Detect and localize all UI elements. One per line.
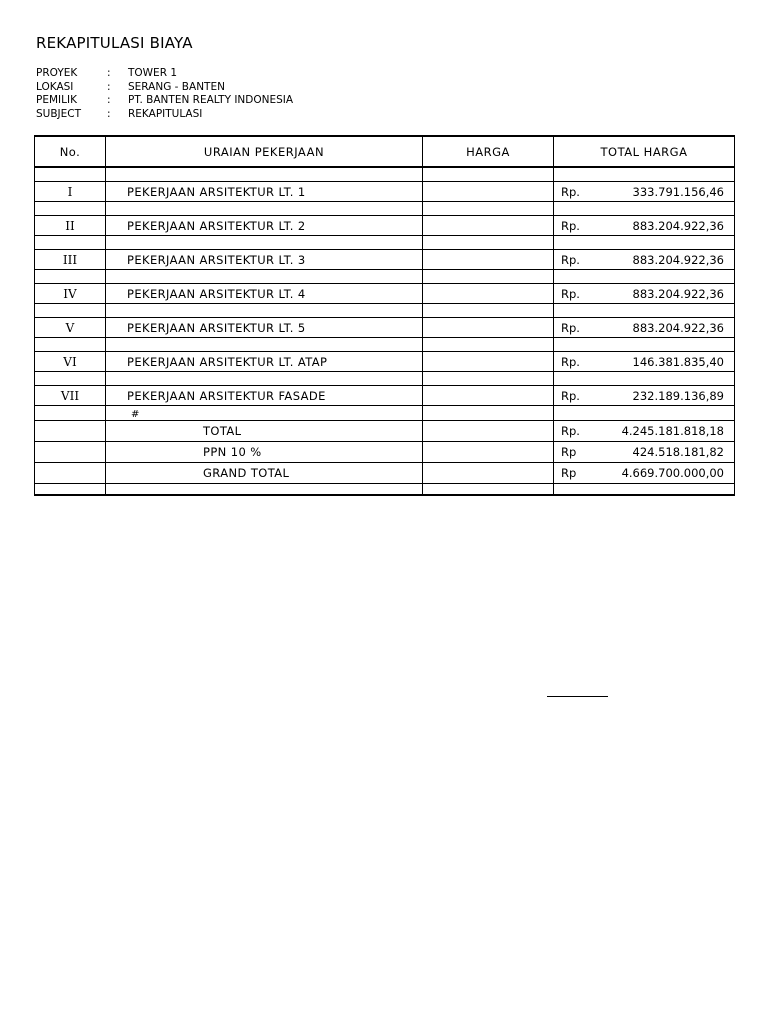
row-currency: Rp. — [561, 388, 580, 403]
meta-key: PEMILIK — [36, 94, 77, 106]
meta-key: SUBJECT — [36, 107, 82, 120]
signature-line — [547, 696, 608, 697]
summary-label: GRAND TOTAL — [106, 463, 423, 484]
row-currency: Rp. — [561, 252, 580, 267]
row-description: PEKERJAAN ARSITEKTUR LT. 5 — [106, 318, 423, 338]
row-amount: 883.204.922,36 — [632, 320, 724, 335]
row-amount: 883.204.922,36 — [632, 218, 724, 233]
row-amount: 232.189.136,89 — [632, 388, 724, 403]
header-harga: HARGA — [423, 136, 554, 167]
meta-row-proyek — [36, 67, 293, 81]
table-row — [35, 250, 735, 270]
row-description: PEKERJAAN ARSITEKTUR LT. 2 — [106, 216, 423, 236]
row-amount: 883.204.922,36 — [632, 252, 724, 267]
summary-amount: 4.245.181.818,18 — [621, 424, 724, 438]
row-number: I — [35, 182, 106, 202]
row-number: V — [35, 318, 106, 338]
row-harga — [423, 318, 554, 338]
row-number: II — [35, 216, 106, 236]
table-header-row — [35, 136, 735, 167]
summary-label: TOTAL — [106, 421, 423, 442]
spacer-row — [35, 304, 735, 318]
row-harga — [423, 250, 554, 270]
header-no: No. — [35, 136, 106, 167]
spacer-row — [35, 236, 735, 250]
summary-row-total — [35, 421, 735, 442]
hash-marker: # — [131, 409, 140, 420]
meta-separator: : — [107, 107, 111, 120]
summary-total — [554, 442, 735, 463]
row-number: IV — [35, 284, 106, 304]
meta-value: REKAPITULASI — [128, 107, 203, 120]
closing-row — [35, 484, 735, 496]
meta-separator: : — [107, 94, 111, 106]
spacer-row — [35, 202, 735, 216]
row-currency: Rp. — [561, 354, 580, 369]
row-total — [554, 182, 735, 202]
table-row — [35, 352, 735, 372]
row-description: PEKERJAAN ARSITEKTUR LT. 4 — [106, 284, 423, 304]
meta-value: PT. BANTEN REALTY INDONESIA — [128, 94, 294, 106]
summary-amount: 4.669.700.000,00 — [621, 466, 724, 480]
spacer-row — [35, 270, 735, 284]
meta-separator: : — [107, 67, 111, 79]
row-harga — [423, 284, 554, 304]
header-total-harga: TOTAL HARGA — [554, 136, 735, 167]
table-row — [35, 318, 735, 338]
row-amount: 333.791.156,46 — [632, 184, 724, 199]
row-amount: 146.381.835,40 — [632, 354, 724, 369]
summary-currency: Rp — [561, 466, 577, 480]
summary-currency: Rp. — [561, 424, 580, 438]
spacer-row — [35, 406, 735, 421]
row-description: PEKERJAAN ARSITEKTUR LT. ATAP — [106, 352, 423, 372]
row-harga — [423, 216, 554, 236]
row-total — [554, 386, 735, 406]
table-row — [35, 386, 735, 406]
table-row — [35, 182, 735, 202]
spacer-row — [35, 372, 735, 386]
meta-value: SERANG - BANTEN — [128, 80, 225, 93]
row-currency: Rp. — [561, 320, 580, 335]
summary-total — [554, 463, 735, 484]
meta-value: TOWER 1 — [128, 67, 178, 79]
row-total — [554, 216, 735, 236]
table-row — [35, 216, 735, 236]
row-currency: Rp. — [561, 218, 580, 233]
summary-row-grand-total — [35, 463, 735, 484]
meta-row-pemilik — [36, 94, 293, 108]
row-total — [554, 250, 735, 270]
row-total — [554, 318, 735, 338]
row-harga — [423, 352, 554, 372]
summary-label: PPN 10 % — [106, 442, 423, 463]
meta-row-lokasi — [36, 81, 293, 95]
row-currency: Rp. — [561, 184, 580, 199]
row-amount: 883.204.922,36 — [632, 286, 724, 301]
meta-row-subject — [36, 108, 293, 122]
row-description: PEKERJAAN ARSITEKTUR LT. 3 — [106, 250, 423, 270]
row-number: VII — [35, 386, 106, 406]
document-title: REKAPITULASI BIAYA — [36, 34, 193, 52]
row-total — [554, 284, 735, 304]
row-description: PEKERJAAN ARSITEKTUR FASADE — [106, 386, 423, 406]
recap-table — [34, 135, 735, 496]
spacer-row — [35, 338, 735, 352]
meta-key: PROYEK — [36, 67, 78, 79]
row-number: VI — [35, 352, 106, 372]
row-currency: Rp. — [561, 286, 580, 301]
project-meta — [36, 67, 293, 121]
row-description: PEKERJAAN ARSITEKTUR LT. 1 — [106, 182, 423, 202]
summary-row-ppn — [35, 442, 735, 463]
summary-currency: Rp — [561, 445, 577, 459]
row-total — [554, 352, 735, 372]
header-uraian: URAIAN PEKERJAAN — [106, 136, 423, 167]
table-row — [35, 284, 735, 304]
summary-total — [554, 421, 735, 442]
spacer-row — [35, 167, 735, 182]
meta-key: LOKASI — [36, 80, 74, 93]
summary-amount: 424.518.181,82 — [632, 445, 724, 459]
row-harga — [423, 182, 554, 202]
meta-separator: : — [107, 80, 111, 93]
row-harga — [423, 386, 554, 406]
row-number: III — [35, 250, 106, 270]
